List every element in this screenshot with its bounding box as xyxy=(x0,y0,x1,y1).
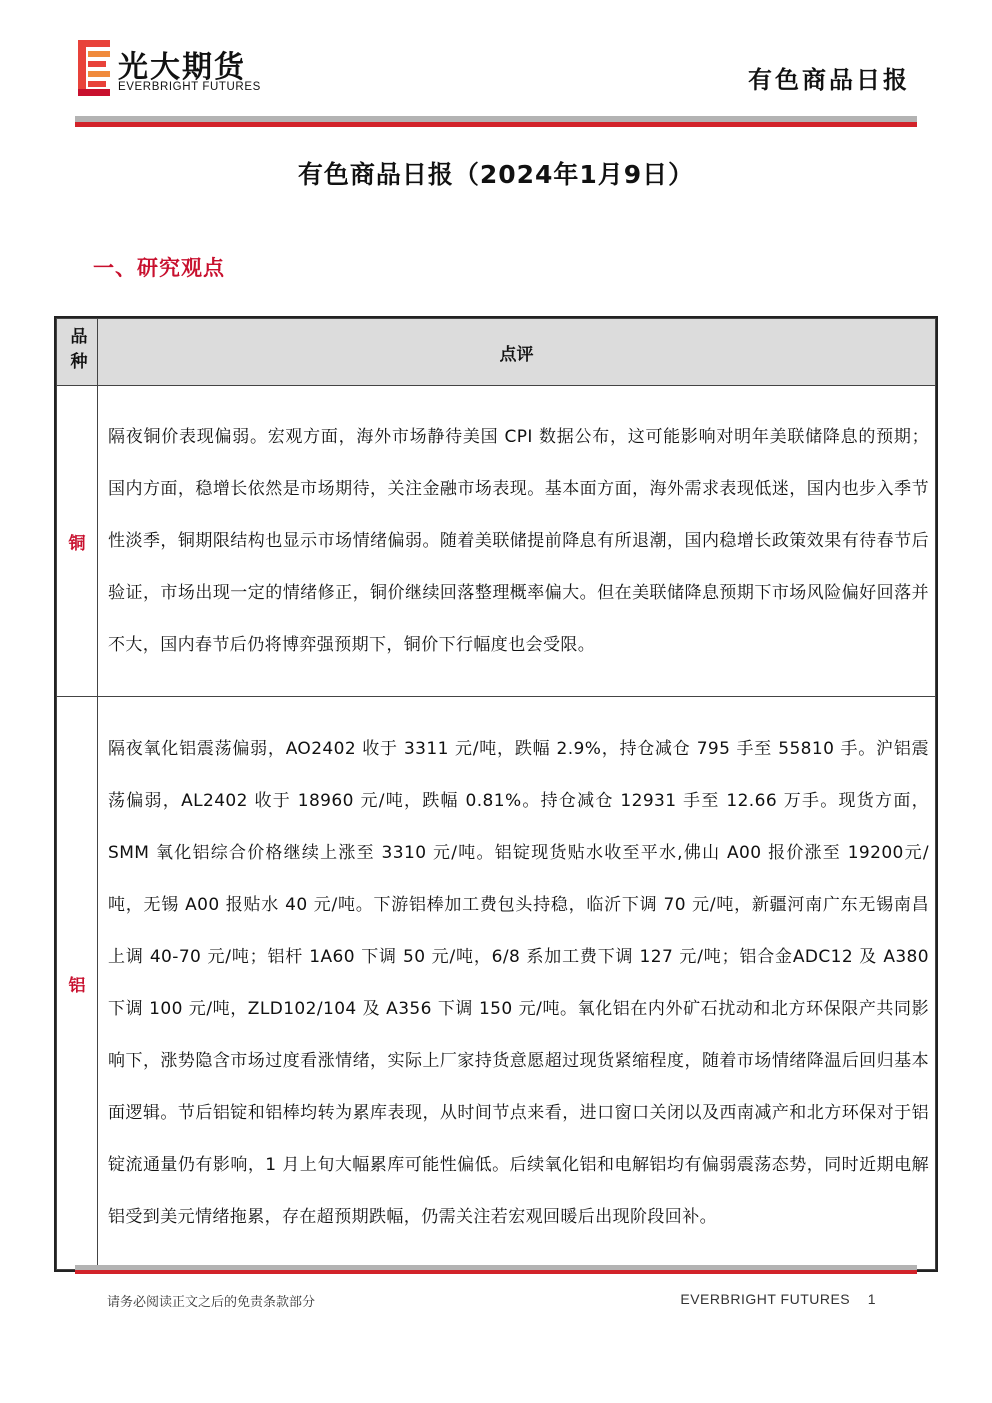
footer-company: EVERBRIGHT FUTURES xyxy=(680,1291,851,1307)
comment-header: 点评 xyxy=(98,319,936,386)
document-title: 有色商品日报（2024年1月9日） xyxy=(297,160,695,189)
comment-cell-aluminum: 隔夜氧化铝震荡偏弱，AO2402 收于 3311 元/吨，跌幅 2.9%，持仓减仓 795 手至 55810 手。沪铝震荡偏弱，AL2402 收于 18960 元/吨，跌幅 0.81%。持仓减仓 12931 手至 12.66 万手。现货方面，SMM 氧化铝综合价格继续上涨至 3310 元/吨。铝锭现货贴水收至平水,佛山 A00 报价涨至 19200元/吨，无锡 A00 报贴水 40 元/吨。下游铝棒加工费包头持稳，临沂下调 70 元/吨，新疆河南广东无锡南昌上调 40-70 元/吨；铝杆 1A60 下调 50 元/吨，6/8 系加工费下调 127 元/吨；铝合金ADC12 及 A380 下调 100 元/吨，ZLD102/104 及 A356 下调 150 元/吨。氧化铝在内外矿石扰动和北方环保限产共同影响下，涨势隐含市场过度看涨情绪，实际上厂家持货意愿超过现货紧缩程度，随着市场情绪降温后回归基本面逻辑。节后铝锭和铝棒均转为累库表现，从时间节点来看，进口窗口关闭以及西南减产和北方环保对于铝锭流通量仍有影响，1 月上旬大幅累库可能性偏低。后续氧化铝和电解铝均有偏弱震荡态势，同时近期电解铝受到美元情绪拖累，存在超预期跌幅，仍需关注若宏观回暖后出现阶段回补。 xyxy=(98,697,936,1270)
footer-company-page xyxy=(680,1291,876,1307)
table-row xyxy=(57,697,936,1270)
footer-disclaimer: 请务必阅读正文之后的免责条款部分 xyxy=(107,1295,316,1310)
page-number: 1 xyxy=(867,1291,876,1307)
footer-divider-accent xyxy=(75,1270,917,1274)
category-cell-aluminum: 铝 xyxy=(57,697,98,1270)
commentary-table xyxy=(54,316,938,1272)
category-header xyxy=(57,319,98,386)
section-heading: 一、研究观点 xyxy=(93,256,225,280)
table-header-row xyxy=(57,319,936,386)
logo-chinese-name: 光大期货 xyxy=(118,50,246,85)
report-type-label: 有色商品日报 xyxy=(748,66,910,94)
table-row xyxy=(57,386,936,697)
header-divider-accent xyxy=(75,122,917,127)
category-cell-copper: 铜 xyxy=(57,386,98,697)
page-header xyxy=(0,0,992,130)
company-logo xyxy=(78,40,298,100)
category-header-label: 品种 xyxy=(66,327,87,377)
logo-mark-icon xyxy=(78,40,110,96)
logo-english-name: EVERBRIGHT FUTURES xyxy=(118,81,261,93)
comment-cell-copper: 隔夜铜价表现偏弱。宏观方面，海外市场静待美国 CPI 数据公布，这可能影响对明年美联储降息的预期；国内方面，稳增长依然是市场期待，关注金融市场表现。基本面方面，海外需求表现低迷，国内也步入季节性淡季，铜期限结构也显示市场情绪偏弱。随着美联储提前降息有所退潮，国内稳增长政策效果有待春节后验证，市场出现一定的情绪修正，铜价继续回落整理概率偏大。但在美联储降息预期下市场风险偏好回落并不大，国内春节后仍将博弈强预期下，铜价下行幅度也会受限。 xyxy=(98,386,936,697)
